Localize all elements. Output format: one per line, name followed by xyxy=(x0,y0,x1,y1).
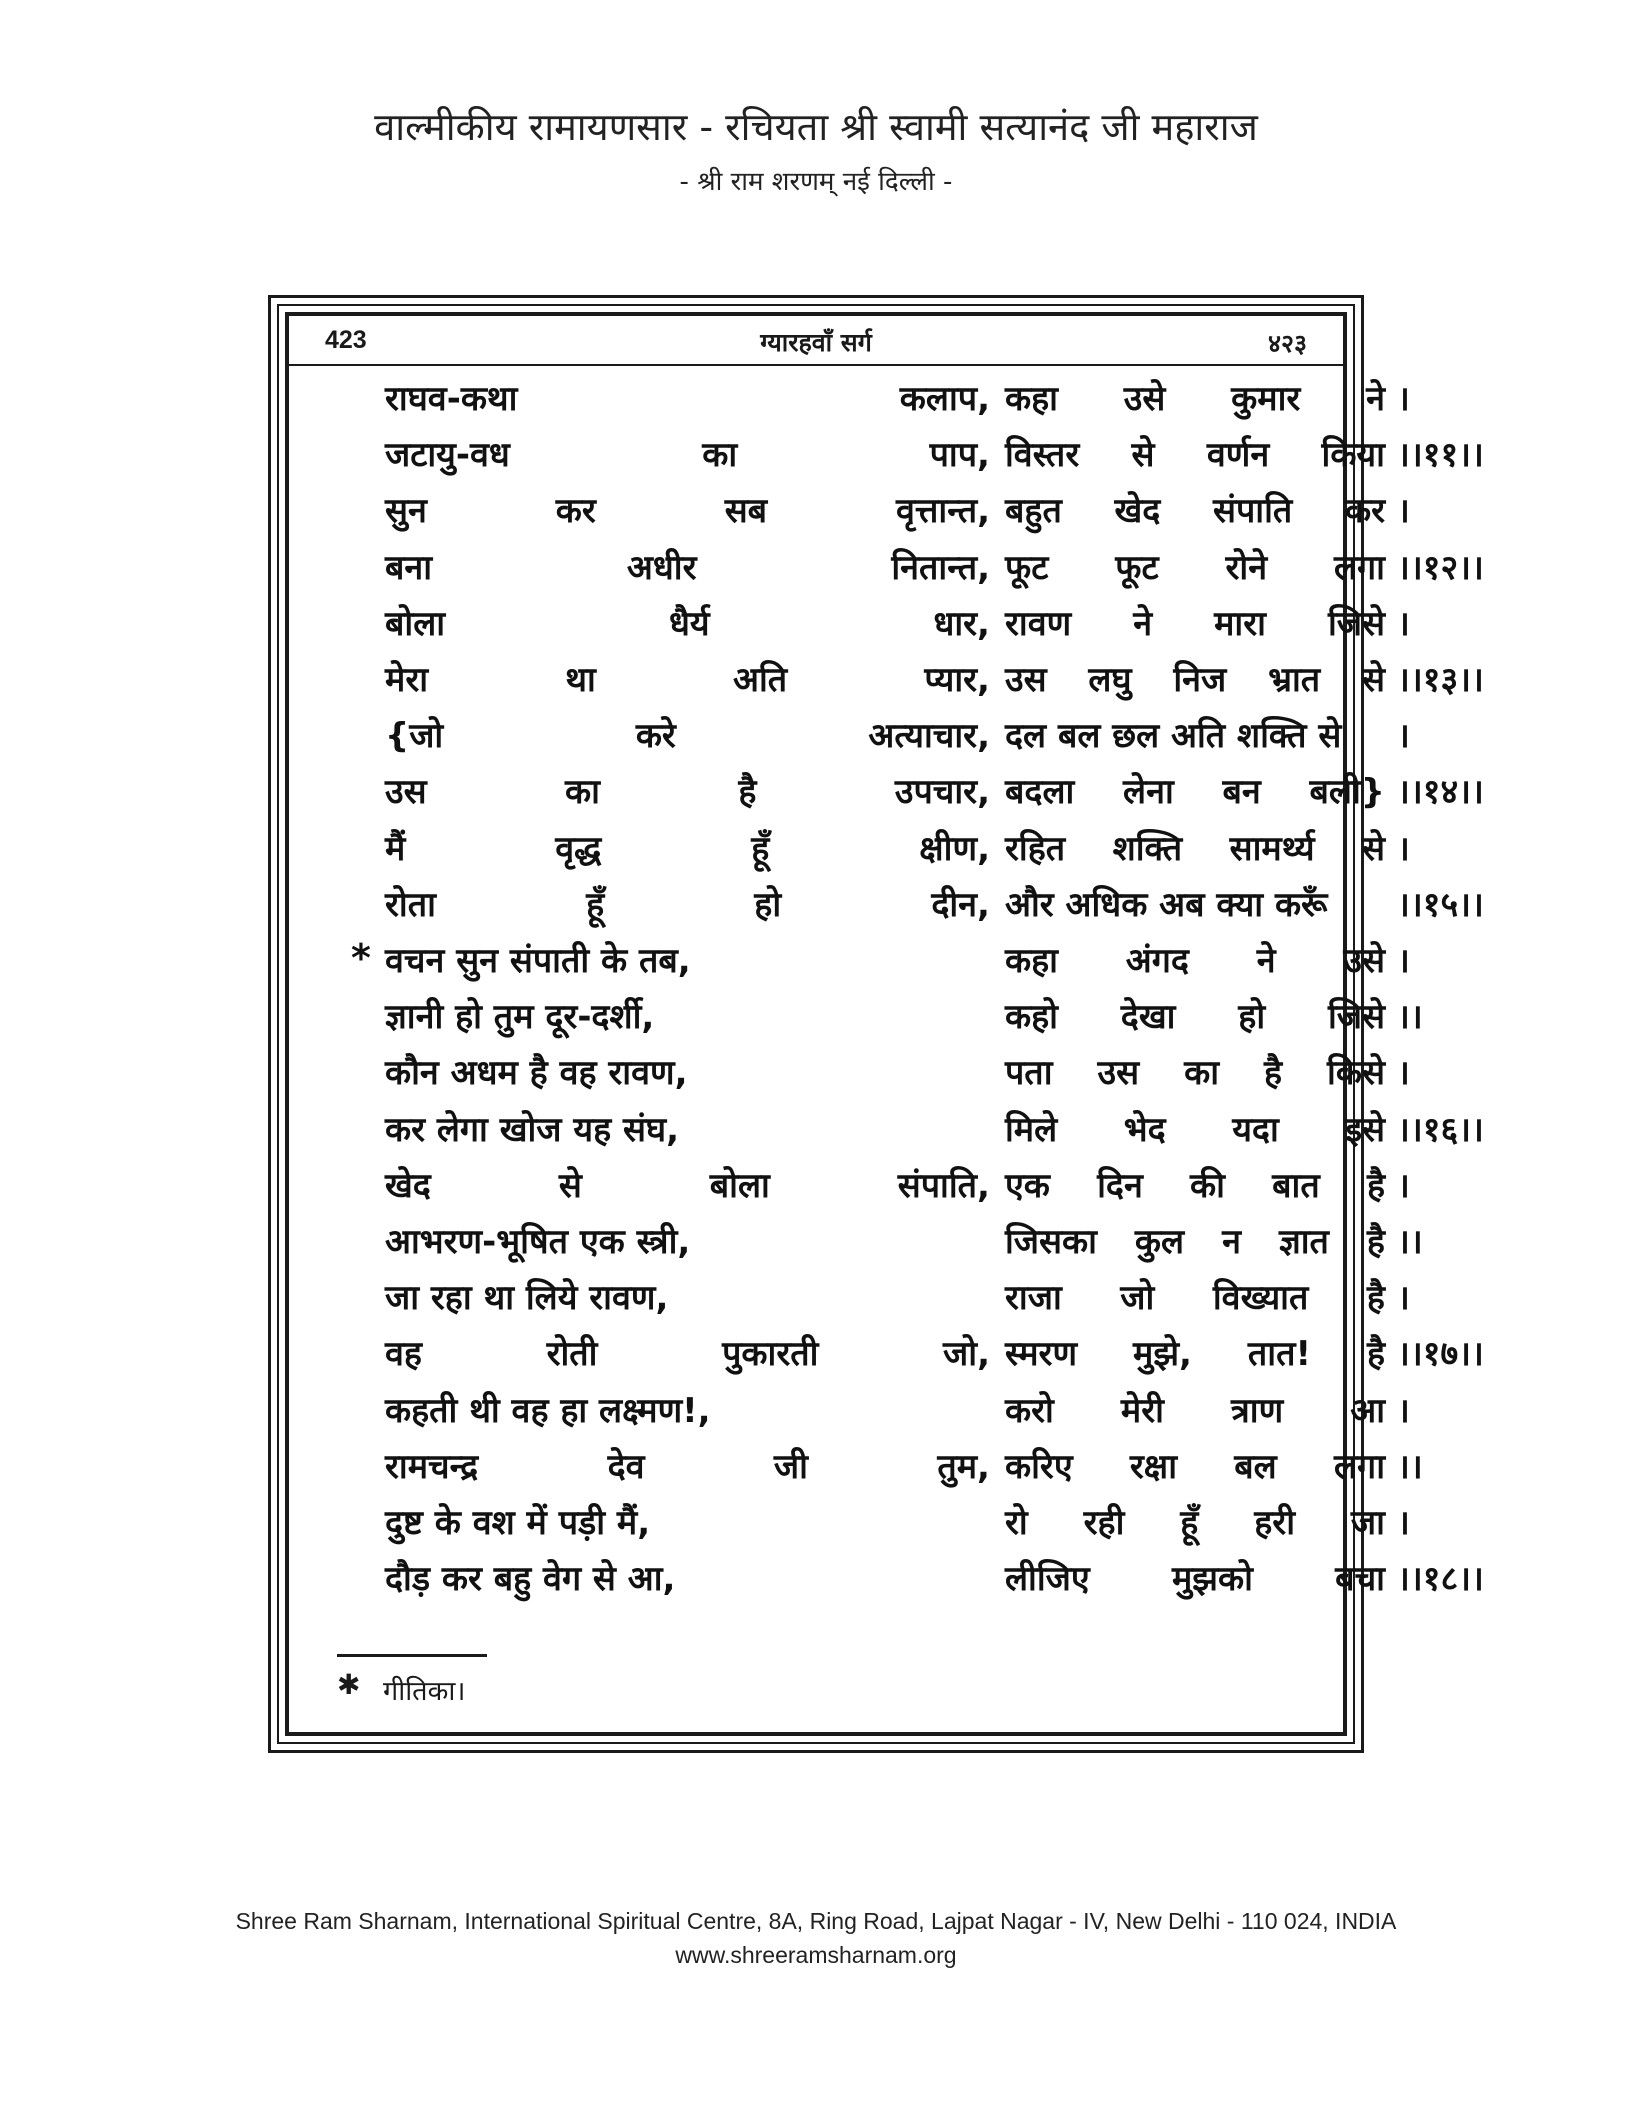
frame-inner-border xyxy=(285,312,1484,1736)
verse-word: बदला xyxy=(1005,772,1075,813)
verse-word: करो xyxy=(1005,1390,1054,1431)
verse-line xyxy=(289,1442,1423,1498)
verse-word: हो xyxy=(754,884,782,925)
verse-word: क्षीण, xyxy=(919,828,990,869)
verse-second-half xyxy=(1005,1442,1385,1488)
verse-word: शक्ति xyxy=(1112,828,1183,869)
verse-word: वृद्ध xyxy=(555,828,602,869)
page-frame xyxy=(268,295,1484,1753)
verse-word: बहुत xyxy=(1005,491,1062,532)
verse-word: त्राण xyxy=(1231,1390,1284,1431)
verse-word: उस xyxy=(385,772,427,813)
verse-second-half xyxy=(1005,1105,1385,1151)
footer-address: Shree Ram Sharnam, International Spiritual Centre, 8A, Ring Road, Lajpat Nagar - IV, New Delhi - 110 024, INDIA xyxy=(235,1908,1397,1934)
verse-word: जा रहा था लिये रावण, xyxy=(385,1278,669,1319)
verse-end-marker: ।।१२।। xyxy=(1397,547,1484,588)
verse-word: भेद xyxy=(1123,1109,1166,1150)
verse-second-half xyxy=(1005,936,1385,982)
verse-word: कलाप, xyxy=(899,379,990,419)
verse-word: लघु xyxy=(1088,660,1132,700)
verse-word: जिसे xyxy=(1327,997,1385,1038)
verse-word: दल बल छल अति शक्ति से xyxy=(1005,716,1342,757)
verse-end-marker: ।।१८।। xyxy=(1397,1559,1484,1600)
verse-line xyxy=(289,992,1423,1048)
verse-first-half xyxy=(385,655,990,701)
verse-word: ने xyxy=(1256,941,1276,981)
verse-first-half xyxy=(385,430,990,476)
verse-word: फूट xyxy=(1005,547,1049,588)
verse-word: ज्ञानी हो तुम दूर-दर्शी, xyxy=(385,997,655,1038)
verse-second-half xyxy=(1005,430,1385,476)
verse-end-marker: । xyxy=(1397,1053,1410,1094)
verse-word: करिए xyxy=(1005,1446,1073,1487)
verse-word: बल xyxy=(1234,1446,1277,1487)
verse-word: दौड़ कर बहु वेग से आ, xyxy=(385,1559,676,1600)
verse-word: दीन, xyxy=(931,884,990,925)
verse-second-half xyxy=(1005,1329,1385,1375)
verse-second-half xyxy=(1005,1161,1385,1207)
verse-word: स्मरण xyxy=(1005,1334,1078,1375)
verse-word: का xyxy=(565,772,600,813)
verse-word: है xyxy=(1366,1222,1385,1262)
verse-word: जा xyxy=(1350,1503,1385,1543)
verse-word: हो xyxy=(1238,997,1266,1038)
verse-second-half xyxy=(1005,992,1385,1038)
verse-word: कुल xyxy=(1134,1222,1185,1262)
verse-first-half xyxy=(385,374,990,420)
footnote-text: गीतिका। xyxy=(383,1676,466,1707)
verse-word: वृत्तान्त, xyxy=(896,491,990,532)
verse-line xyxy=(289,1105,1484,1161)
verse-word: खेद xyxy=(1114,491,1161,532)
verse-end-marker: । xyxy=(1397,1278,1410,1319)
verse-line xyxy=(289,374,1410,430)
verse-end-marker: ।। xyxy=(1397,1222,1423,1262)
verse-word: वर्णन xyxy=(1206,435,1270,476)
verse-line xyxy=(289,1386,1410,1442)
verse-second-half xyxy=(1005,1048,1385,1094)
verse-word: ने xyxy=(1133,603,1153,644)
verse-word: से xyxy=(558,1165,582,1206)
verse-second-half xyxy=(1005,767,1385,813)
verse-word: सुन xyxy=(385,491,427,532)
asterisk-icon: ✱ xyxy=(337,1668,361,1701)
verse-word: रहित xyxy=(1005,828,1066,869)
verse-line xyxy=(289,543,1484,599)
verse-word: मेरा xyxy=(385,660,429,700)
verse-word: लगा xyxy=(1333,547,1385,588)
verse-word: हूँ xyxy=(586,884,605,925)
verse-word: देव xyxy=(607,1446,645,1487)
verse-word: है xyxy=(1366,1165,1385,1206)
verse-word: अधीर xyxy=(626,547,697,588)
verse-second-half xyxy=(1005,1217,1385,1263)
verse-word: नितान्त, xyxy=(891,547,990,588)
verse-second-half xyxy=(1005,543,1385,589)
verse-end-marker: । xyxy=(1397,379,1410,419)
verse-word: राघव-कथा xyxy=(385,379,518,419)
verse-word: उसे xyxy=(1343,941,1385,981)
verse-word: लगा xyxy=(1334,1446,1385,1487)
footnote-rule xyxy=(337,1654,487,1657)
verse-second-half xyxy=(1005,880,1385,926)
verse-word: लीजिए xyxy=(1005,1559,1090,1600)
verse-word: कर लेगा खोज यह संघ, xyxy=(385,1109,679,1150)
verse-end-marker: । xyxy=(1397,1503,1410,1543)
verse-word: खेद xyxy=(385,1165,431,1206)
verse-end-marker: ।।१७।। xyxy=(1397,1334,1484,1375)
verse-end-marker: ।।१४।। xyxy=(1397,772,1484,813)
verse-word: एक xyxy=(1005,1165,1050,1206)
verse-word: संपाति xyxy=(1213,491,1293,532)
verse-second-half xyxy=(1005,655,1385,701)
verse-word: रोता xyxy=(385,884,436,925)
verse-word: यदा xyxy=(1232,1109,1279,1150)
verse-first-half xyxy=(385,1217,990,1263)
verse-end-marker: । xyxy=(1397,828,1410,869)
verse-word: मेरी xyxy=(1120,1390,1164,1431)
verse-end-marker: ।।१३।। xyxy=(1397,660,1484,700)
verse-word: किया xyxy=(1321,435,1385,476)
verse-first-half xyxy=(385,936,990,982)
verse-word: {जो xyxy=(385,716,444,757)
verse-end-marker: ।। xyxy=(1397,997,1423,1038)
verse-first-half xyxy=(385,824,990,870)
chapter-title: ग्यारहवाँ सर्ग xyxy=(760,328,872,357)
verse-first-half xyxy=(385,543,990,589)
verse-word: जिसे xyxy=(1327,603,1385,644)
verse-first-half xyxy=(385,880,990,926)
verse-word: दिन xyxy=(1097,1165,1143,1206)
verse-word: का xyxy=(1184,1053,1220,1094)
verse-word: और अधिक अब क्या करूँ xyxy=(1005,884,1328,925)
verse-word: भ्रात xyxy=(1268,660,1321,700)
verse-word: सब xyxy=(724,491,768,532)
verse-word: अति xyxy=(733,660,788,700)
verse-line xyxy=(289,1554,1484,1610)
verse-word: हरी xyxy=(1254,1503,1296,1543)
verse-word: कर xyxy=(555,491,596,532)
verse-first-half xyxy=(385,1554,990,1600)
verse-first-half xyxy=(385,767,990,813)
verse-word: रही xyxy=(1083,1503,1125,1543)
verse-end-marker: । xyxy=(1397,941,1410,981)
verse-first-half xyxy=(385,1105,990,1151)
verse-word: जटायु-वध xyxy=(385,435,510,476)
verse-end-marker: । xyxy=(1397,491,1410,532)
verse-second-half xyxy=(1005,1386,1385,1432)
verse-word: जिसका xyxy=(1005,1222,1097,1262)
verse-word: रावण xyxy=(1005,603,1072,644)
verse-word: लेना xyxy=(1123,772,1174,813)
verse-line xyxy=(289,1329,1484,1385)
verse-word: से xyxy=(1361,660,1385,700)
verse-word: मारा xyxy=(1214,603,1266,644)
verse-word: है xyxy=(1366,1334,1385,1375)
verse-word: से xyxy=(1362,828,1385,869)
verse-word: फूट xyxy=(1115,547,1159,588)
verse-word: पता xyxy=(1005,1053,1053,1094)
verse-word: है xyxy=(738,772,757,813)
verse-line xyxy=(289,599,1410,655)
verse-word: जो xyxy=(1120,1278,1155,1319)
verse-word: तात! xyxy=(1247,1334,1311,1375)
verse-line xyxy=(289,1161,1410,1217)
verse-word: ज्ञात xyxy=(1278,1222,1329,1262)
verse-word: था xyxy=(565,660,596,700)
verse-word: करे xyxy=(635,716,676,757)
verse-word: पुकारती xyxy=(722,1334,819,1375)
verse-word: रो xyxy=(1005,1503,1028,1543)
verse-line xyxy=(289,655,1484,711)
verse-line xyxy=(289,824,1410,880)
verse-line xyxy=(289,936,1410,992)
verse-line xyxy=(289,486,1410,542)
verse-word: प्यार, xyxy=(924,660,990,700)
verse-line xyxy=(289,1273,1410,1329)
verse-word: कहती थी वह हा लक्ष्मण!, xyxy=(385,1390,711,1431)
verse-word: वह xyxy=(385,1334,422,1375)
verse-line xyxy=(289,430,1484,486)
verse-word: कहो xyxy=(1005,997,1058,1038)
verse-word: विख्यात xyxy=(1212,1278,1309,1319)
verse-end-marker: । xyxy=(1397,603,1410,644)
verse-second-half xyxy=(1005,486,1385,532)
verse-first-half xyxy=(385,1048,990,1094)
verse-word: दुष्ट के वश में पड़ी मैं, xyxy=(385,1503,651,1543)
verse-word: हूँ xyxy=(751,828,770,869)
asterisk-icon: * xyxy=(351,936,371,980)
verse-word: अंगद xyxy=(1125,941,1189,981)
verse-first-half xyxy=(385,1442,990,1488)
verse-word: उस xyxy=(1097,1053,1140,1094)
verse-end-marker: ।। xyxy=(1397,1446,1423,1487)
verse-word: अत्याचार, xyxy=(868,716,990,757)
verse-word: कर xyxy=(1344,491,1385,532)
verse-first-half xyxy=(385,1386,990,1432)
verse-word: इसे xyxy=(1345,1109,1385,1150)
verse-word: बना xyxy=(385,547,433,588)
verse-line xyxy=(289,880,1484,936)
document-header-title: वाल्मीकीय रामायणसार - रचियता श्री स्वामी सत्यानंद जी महाराज xyxy=(374,105,1258,149)
verse-word: निज xyxy=(1173,660,1227,700)
verse-end-marker: ।।११।। xyxy=(1397,435,1484,476)
footer-url: www.shreeramsharnam.org xyxy=(675,1942,957,1968)
verse-end-marker: । xyxy=(1397,716,1410,757)
verse-word: तुम, xyxy=(937,1446,990,1487)
verse-word: जो, xyxy=(943,1334,990,1375)
verse-word: रक्षा xyxy=(1129,1446,1177,1487)
verse-word: किसे xyxy=(1327,1053,1385,1094)
verse-word: देखा xyxy=(1120,997,1176,1038)
verse-second-half xyxy=(1005,824,1385,870)
verse-second-half xyxy=(1005,1273,1385,1319)
page-number-arabic: 423 xyxy=(325,326,367,354)
verse-word: आ xyxy=(1350,1390,1385,1431)
verse-word: विस्तर xyxy=(1005,435,1080,476)
frame-mid-border xyxy=(277,304,1484,1744)
verse-word: धैर्य xyxy=(668,603,710,644)
verse-first-half xyxy=(385,1329,990,1375)
verse-line xyxy=(289,1498,1410,1554)
verse-word: बली} xyxy=(1309,772,1385,813)
verse-first-half xyxy=(385,992,990,1038)
verse-word: मैं xyxy=(385,828,406,869)
verse-word: जी xyxy=(773,1446,808,1487)
verse-word: मुझको xyxy=(1171,1559,1253,1600)
verse-second-half xyxy=(1005,374,1385,420)
verse-word: आभरण-भूषित एक स्त्री, xyxy=(385,1222,691,1262)
verse-word: संपाति, xyxy=(897,1165,990,1206)
verse-word: रोती xyxy=(546,1334,598,1375)
verse-second-half xyxy=(1005,599,1385,645)
verse-word: कहा xyxy=(1005,941,1058,981)
verse-word: उसे xyxy=(1123,379,1166,419)
verse-first-half xyxy=(385,1161,990,1207)
verse-word: पाप, xyxy=(929,435,990,476)
page-head xyxy=(289,316,1343,366)
verse-end-marker: । xyxy=(1397,1165,1410,1206)
verse-word: सामर्थ्य xyxy=(1229,828,1315,869)
verse-first-half xyxy=(385,1498,990,1544)
verse-word: रोने xyxy=(1225,547,1268,588)
verse-line xyxy=(289,1217,1423,1273)
verse-word: हूँ xyxy=(1180,1503,1199,1543)
verse-word: राजा xyxy=(1005,1278,1062,1319)
verse-word: से xyxy=(1131,435,1155,476)
verse-word: बन xyxy=(1222,772,1261,813)
document-header-subtitle: - श्री राम शरणम् नई दिल्ली - xyxy=(679,167,953,197)
verse-word: कुमार xyxy=(1231,379,1301,419)
verse-word: बोला xyxy=(709,1165,770,1206)
verse-word: है xyxy=(1366,1278,1385,1319)
verse-word: मुझे, xyxy=(1133,1334,1192,1375)
verse-word: की xyxy=(1190,1165,1225,1206)
verse-word: ने xyxy=(1366,379,1385,419)
verse-first-half xyxy=(385,1273,990,1319)
verse-end-marker: । xyxy=(1397,1390,1410,1431)
verse-word: रामचन्द्र xyxy=(385,1446,479,1487)
verse-word: कहा xyxy=(1005,379,1058,419)
verse-second-half xyxy=(1005,711,1385,757)
verse-word: का xyxy=(702,435,738,476)
verse-first-half xyxy=(385,711,990,757)
verse-word: उस xyxy=(1005,660,1047,700)
verse-second-half xyxy=(1005,1554,1385,1600)
verse-first-half xyxy=(385,599,990,645)
page-number-devanagari: ४२३ xyxy=(1267,329,1307,358)
verse-word: धार, xyxy=(933,603,990,644)
verse-word: न xyxy=(1222,1222,1241,1262)
verse-word: वचन सुन संपाती के तब, xyxy=(385,941,691,981)
verse-end-marker: ।।१५।। xyxy=(1397,884,1484,925)
verse-word: बचा xyxy=(1335,1559,1385,1600)
verse-word: उपचार, xyxy=(894,772,990,813)
verse-line xyxy=(289,767,1484,823)
verse-word: है xyxy=(1264,1053,1283,1094)
verse-second-half xyxy=(1005,1498,1385,1544)
verse-line xyxy=(289,711,1410,767)
verse-word: बोला xyxy=(385,603,446,644)
verse-end-marker: ।।१६।। xyxy=(1397,1109,1484,1150)
verse-word: कौन अधम है वह रावण, xyxy=(385,1053,688,1094)
verse-first-half xyxy=(385,486,990,532)
verse-word: बात xyxy=(1272,1165,1320,1206)
verse-line xyxy=(289,1048,1410,1104)
verse-word: मिले xyxy=(1005,1109,1058,1150)
